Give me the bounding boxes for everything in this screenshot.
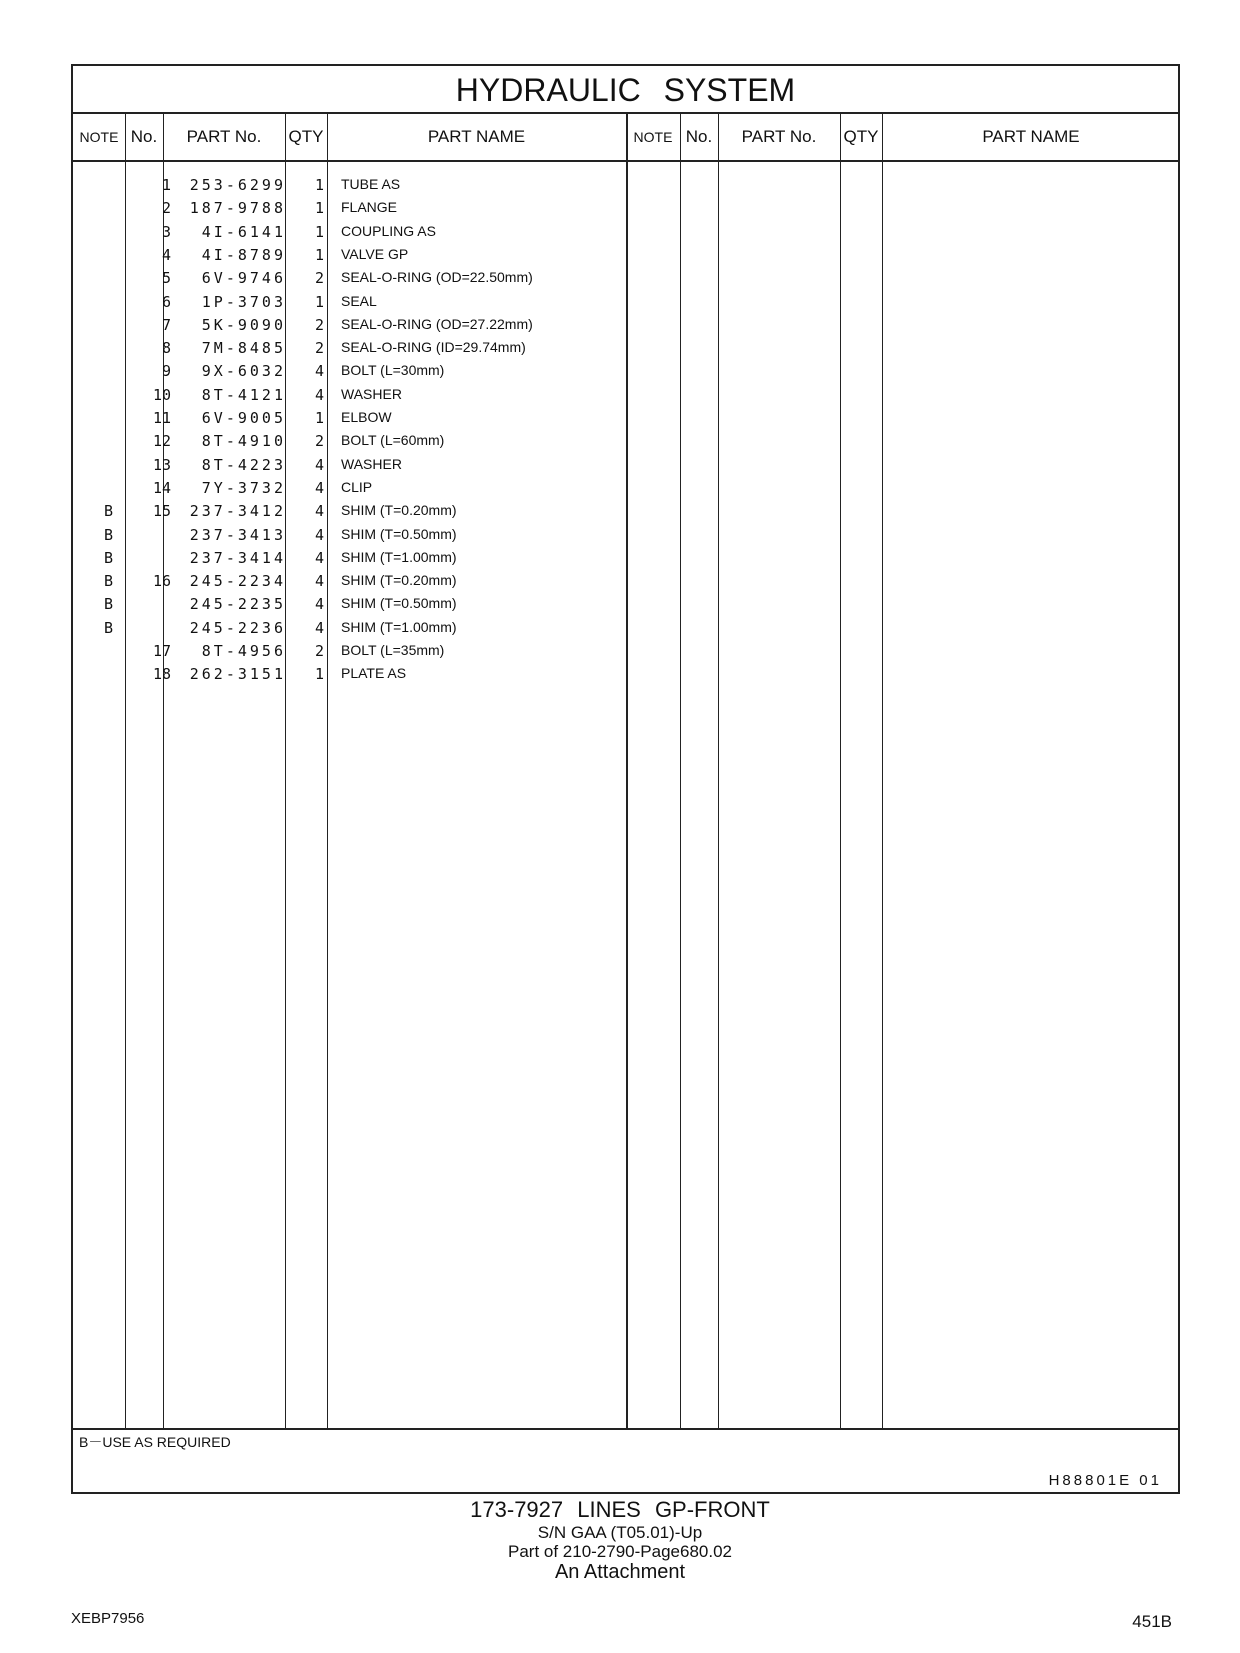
row-number: 11 [152,409,171,427]
row-quantity: 2 [314,432,324,451]
row-part-number: 237-3413 [189,525,286,544]
row-part-number: 262-3151 [189,665,286,684]
table-row [73,665,1178,688]
row-part-number: 7Y-3732 [201,478,286,497]
row-part-name: SHIM (T=0.20mm) [341,572,457,589]
row-part-name: ELBOW [341,409,392,425]
caption-attachment: An Attachment [554,1561,686,1583]
row-note: B [103,548,114,567]
table-row [73,619,1178,642]
table-row [73,502,1178,525]
row-note: B [103,618,114,637]
row-quantity: 2 [314,269,324,288]
row-part-name: SHIM (T=1.00mm) [341,618,457,635]
table-row [73,595,1178,618]
row-number: 10 [152,385,171,404]
row-quantity: 2 [314,642,324,660]
row-number: 4 [161,245,171,264]
table-row [73,386,1178,409]
row-quantity: 4 [314,548,324,567]
row-number: 15 [152,502,171,521]
row-part-name: BOLT (L=35mm) [341,642,445,658]
row-part-name: SEAL-O-RING (OD=27.22mm) [341,315,533,332]
row-number: 5 [161,269,171,288]
table-row [73,526,1178,549]
table-row [73,269,1178,292]
row-number: 9 [161,362,171,381]
header-qty-right: QTY [843,127,879,146]
table-row [73,176,1178,199]
row-part-name: COUPLING AS [341,222,436,239]
table-row [73,409,1178,432]
row-part-name: TUBE AS [341,176,401,192]
row-note: B [103,502,114,521]
row-quantity: 4 [314,478,324,497]
table-row [73,339,1178,362]
table-row [73,432,1178,455]
row-part-number: 237-3414 [189,548,286,567]
row-part-name: SHIM (T=0.20mm) [341,502,457,519]
row-part-number: 1P-3703 [201,292,286,311]
header-note-right: NOTE [633,129,673,145]
header-no: No. [130,127,158,146]
row-part-name: WASHER [341,385,402,402]
row-part-number: 8T-4956 [201,642,286,660]
row-part-number: 245-2236 [189,618,286,637]
row-quantity: 4 [314,572,324,591]
caption-title: 173-7927 LINES GP-FRONT [470,1497,770,1522]
row-part-number: 187-9788 [189,199,286,218]
row-quantity: 2 [314,339,324,358]
row-part-number: 6V-9746 [201,269,286,288]
row-number: 1 [161,176,171,194]
page-number: 451B [1132,1612,1172,1631]
row-quantity: 1 [314,222,324,241]
row-quantity: 4 [314,502,324,521]
row-number: 8 [161,339,171,358]
caption-serial: S/N GAA (T05.01)-Up [537,1523,703,1542]
table-row [73,549,1178,572]
table-row [73,456,1178,479]
row-quantity: 1 [314,292,324,311]
header-part-no-right: PART No. [741,127,817,146]
document-id: XEBP7956 [71,1610,145,1627]
row-part-number: 9X-6032 [201,362,286,381]
row-part-number: 237-3412 [189,502,286,521]
table-row [73,293,1178,316]
row-quantity: 4 [314,455,324,474]
row-part-number: 253-6299 [189,176,286,194]
illustration-code: H88801E 01 [1048,1472,1162,1489]
row-quantity: 1 [314,199,324,218]
row-part-name: CLIP [341,478,373,495]
row-part-name: BOLT (L=60mm) [341,432,445,449]
row-part-number: 4I-6141 [201,222,286,241]
row-note: B [103,572,114,591]
footer-divider [73,1428,1178,1430]
row-part-name: FLANGE [341,199,398,216]
footnote: B－USE AS REQUIRED [79,1434,231,1450]
table-row [73,362,1178,385]
row-part-number: 8T-4223 [201,455,286,474]
caption-block [0,1497,1240,1583]
row-number: 14 [152,478,171,497]
header-part-name: PART NAME [427,127,526,146]
row-number: 6 [161,292,171,311]
row-number: 17 [152,642,171,660]
row-quantity: 4 [314,525,324,544]
row-part-number: 245-2234 [189,572,286,591]
table-row [73,642,1178,665]
row-part-number: 7M-8485 [201,339,286,358]
row-part-name: SHIM (T=1.00mm) [341,548,457,565]
row-part-name: VALVE GP [341,245,409,262]
table-row [73,223,1178,246]
row-part-number: 8T-4121 [201,385,286,404]
caption-part-of: Part of 210-2790-Page680.02 [507,1542,732,1561]
row-part-name: PLATE AS [341,665,407,682]
row-quantity: 2 [314,315,324,334]
row-part-number: 8T-4910 [201,432,286,451]
table-row [73,479,1178,502]
row-part-number: 4I-8789 [201,245,286,264]
row-quantity: 4 [314,595,324,614]
row-number: 18 [152,665,171,684]
row-number: 12 [152,432,171,451]
row-part-name: BOLT (L=30mm) [341,362,445,379]
table-row [73,199,1178,222]
header-qty: QTY [288,127,324,146]
table-row [73,246,1178,269]
row-quantity: 4 [314,385,324,404]
row-part-name: SEAL-O-RING (ID=29.74mm) [341,339,526,356]
row-note: B [103,525,114,544]
row-quantity: 1 [314,665,324,684]
row-number: 3 [161,222,171,241]
row-quantity: 1 [314,245,324,264]
header-part-no: PART No. [186,127,262,146]
row-quantity: 4 [314,362,324,381]
row-note: B [103,595,114,614]
row-part-name: SHIM (T=0.50mm) [341,595,457,612]
header-part-name-right: PART NAME [982,127,1080,146]
row-quantity: 1 [314,409,324,427]
table-row [73,316,1178,339]
row-part-number: 245-2235 [189,595,286,614]
row-part-name: SEAL-O-RING (OD=22.50mm) [341,269,533,286]
row-part-name: SHIM (T=0.50mm) [341,525,457,542]
row-number: 13 [152,455,171,474]
page-title: HYDRAULIC SYSTEM [73,66,1178,114]
header-no-right: No. [685,127,713,146]
row-quantity: 4 [314,618,324,637]
row-number: 2 [161,199,171,218]
parts-list-frame [71,64,1180,1494]
row-part-name: SEAL [341,292,377,309]
row-number: 16 [152,572,171,591]
table-row [73,572,1178,595]
row-part-name: WASHER [341,455,402,472]
row-quantity: 1 [314,176,324,194]
header-note: NOTE [79,129,119,145]
row-part-number: 5K-9090 [201,315,286,334]
row-part-number: 6V-9005 [201,409,286,427]
row-number: 7 [161,315,171,334]
